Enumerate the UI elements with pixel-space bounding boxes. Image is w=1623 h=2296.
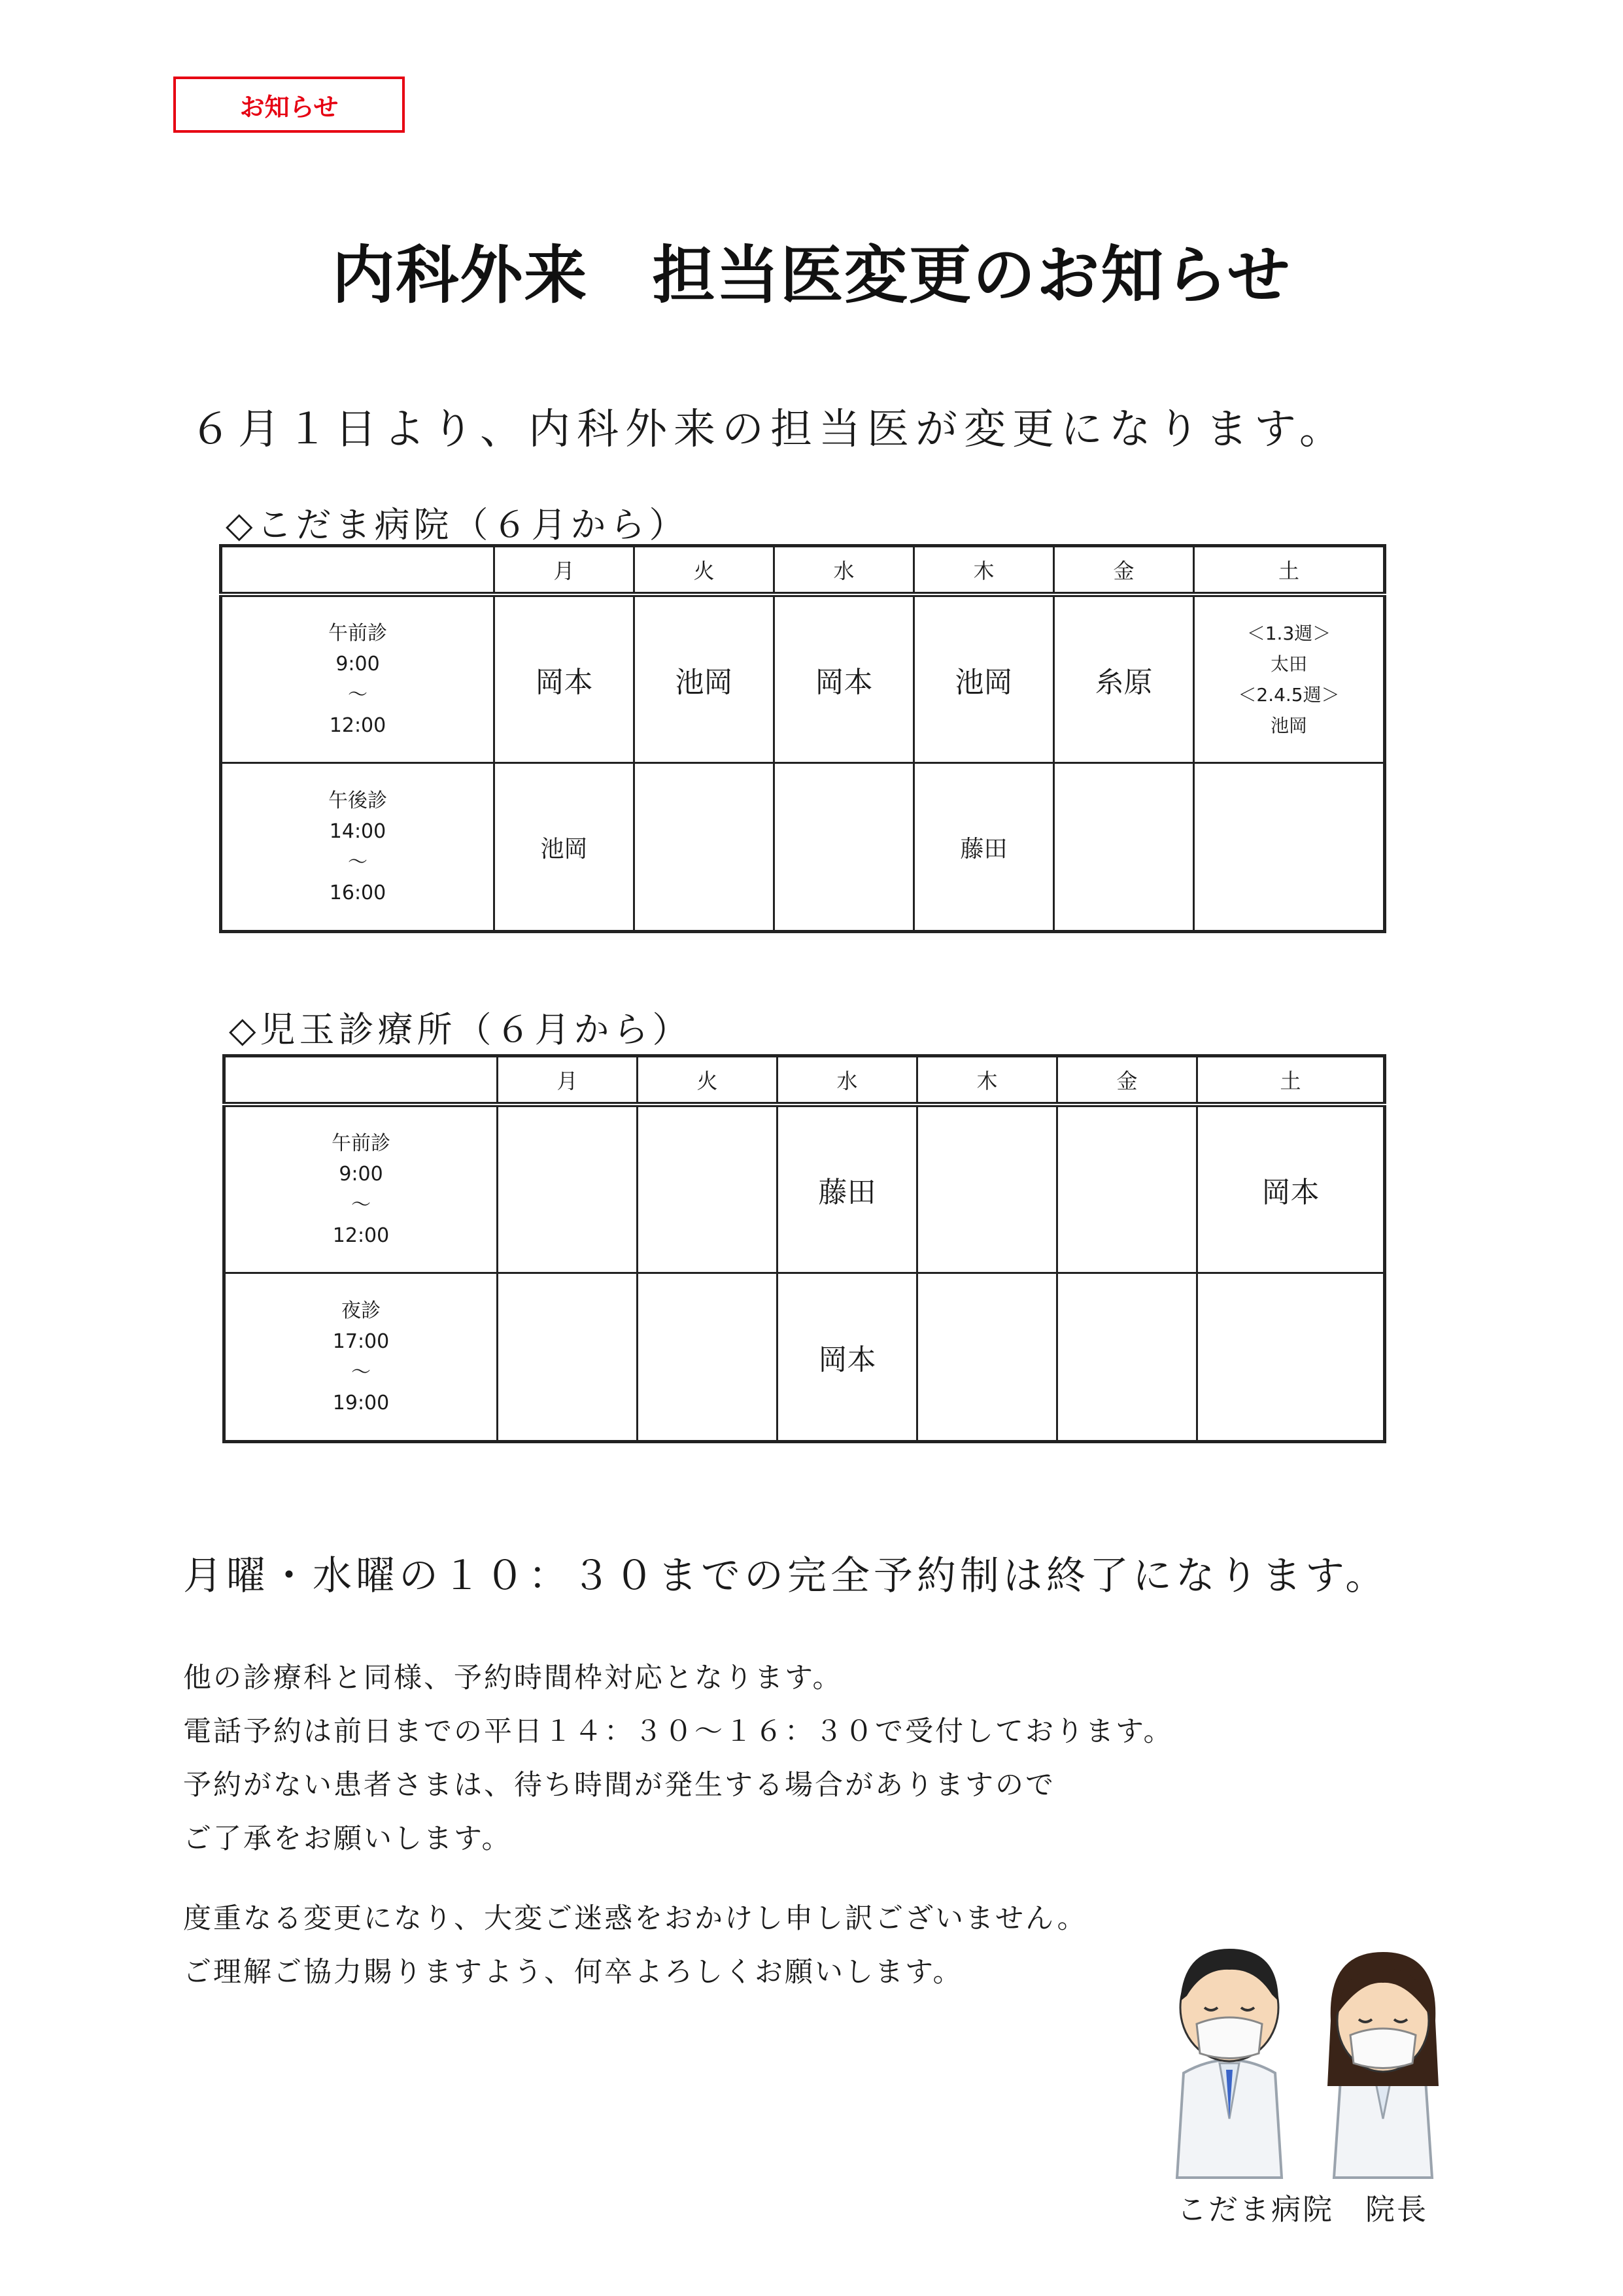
doctor-cell: 岡本 [777, 1273, 917, 1442]
table-row [221, 594, 1385, 763]
doctor-cell: 藤田 [777, 1105, 917, 1273]
doctor-cell: 岡本 [494, 594, 634, 763]
doctor-cell [917, 1105, 1057, 1273]
table-header-row [221, 546, 1385, 594]
doctor-cell: 藤田 [914, 763, 1054, 932]
doctor-cell [634, 763, 774, 932]
doctor-cell [1057, 1105, 1197, 1273]
day-header: 土 [1194, 546, 1385, 594]
day-header: 木 [917, 1056, 1057, 1105]
time-slot-cell: 午前診 9:00 ～ 12:00 [221, 594, 494, 763]
day-header: 水 [777, 1056, 917, 1105]
day-header: 火 [634, 546, 774, 594]
doctor-cell: 池岡 [634, 594, 774, 763]
table-row [224, 1105, 1385, 1273]
doctor-cell: 池岡 [494, 763, 634, 932]
body-paragraph-2: 度重なる変更になり、大変ご迷惑をおかけし申し訳ございません。 ご理解ご協力賜りますよう、何卒よろしくお願いします。 [183, 1902, 1087, 1989]
body-paragraph-1: 他の診療科と同様、予約時間枠対応となります。 電話予約は前日までの平日１４：３０～１６：３０で受付しております。 予約がない患者さまは、待ち時間が発生する場合がありますので ご了承をお願いします。 [183, 1662, 1174, 1855]
corner-cell [221, 546, 494, 594]
lead-text: ６月１日より、内科外来の担当医が変更になります。 [190, 405, 1348, 454]
bowing-doctors-illustration [1157, 1923, 1465, 2184]
day-header: 金 [1054, 546, 1194, 594]
clinic-section-title: ◇児玉診療所（６月から） [229, 1009, 692, 1050]
day-header: 火 [638, 1056, 777, 1105]
doctor-cell: 池岡 [914, 594, 1054, 763]
day-header: 水 [774, 546, 914, 594]
time-slot-cell: 午後診 14:00 ～ 16:00 [221, 763, 494, 932]
doctor-cell [498, 1273, 638, 1442]
doctor-cell [917, 1273, 1057, 1442]
doctor-cell: 岡本 [1197, 1105, 1385, 1273]
kodama-section-title: ◇こだま病院（６月から） [226, 504, 689, 545]
day-header: 木 [914, 546, 1054, 594]
kodama-schedule-table [219, 544, 1386, 933]
saturday-rotation-cell: ＜1.3週＞ 太田 ＜2.4.5週＞ 池岡 [1194, 594, 1385, 763]
table-header-row [224, 1056, 1385, 1105]
table-row [224, 1273, 1385, 1442]
doctor-cell: 岡本 [774, 594, 914, 763]
day-header: 月 [494, 546, 634, 594]
doctor-cell [638, 1273, 777, 1442]
corner-cell [224, 1056, 498, 1105]
signature: こだま病院 院長 [1177, 2192, 1429, 2227]
doctor-cell [498, 1105, 638, 1273]
doctor-cell [1197, 1273, 1385, 1442]
reservation-notice: 月曜・水曜の１０：３０までの完全予約制は終了になります。 [183, 1553, 1389, 1599]
doctor-cell [1194, 763, 1385, 932]
doctor-cell [774, 763, 914, 932]
clinic-schedule-table [222, 1054, 1386, 1443]
time-slot-cell: 夜診 17:00 ～ 19:00 [224, 1273, 498, 1442]
doctor-cell: 糸原 [1054, 594, 1194, 763]
doctor-cell [1057, 1273, 1197, 1442]
page-title: 内科外来 担当医変更のお知らせ [332, 239, 1291, 312]
time-slot-cell: 午前診 9:00 ～ 12:00 [224, 1105, 498, 1273]
day-header: 月 [498, 1056, 638, 1105]
doctor-cell [1054, 763, 1194, 932]
day-header: 土 [1197, 1056, 1385, 1105]
day-header: 金 [1057, 1056, 1197, 1105]
table-row [221, 763, 1385, 932]
notice-tag: お知らせ [173, 77, 405, 133]
doctor-cell [638, 1105, 777, 1273]
